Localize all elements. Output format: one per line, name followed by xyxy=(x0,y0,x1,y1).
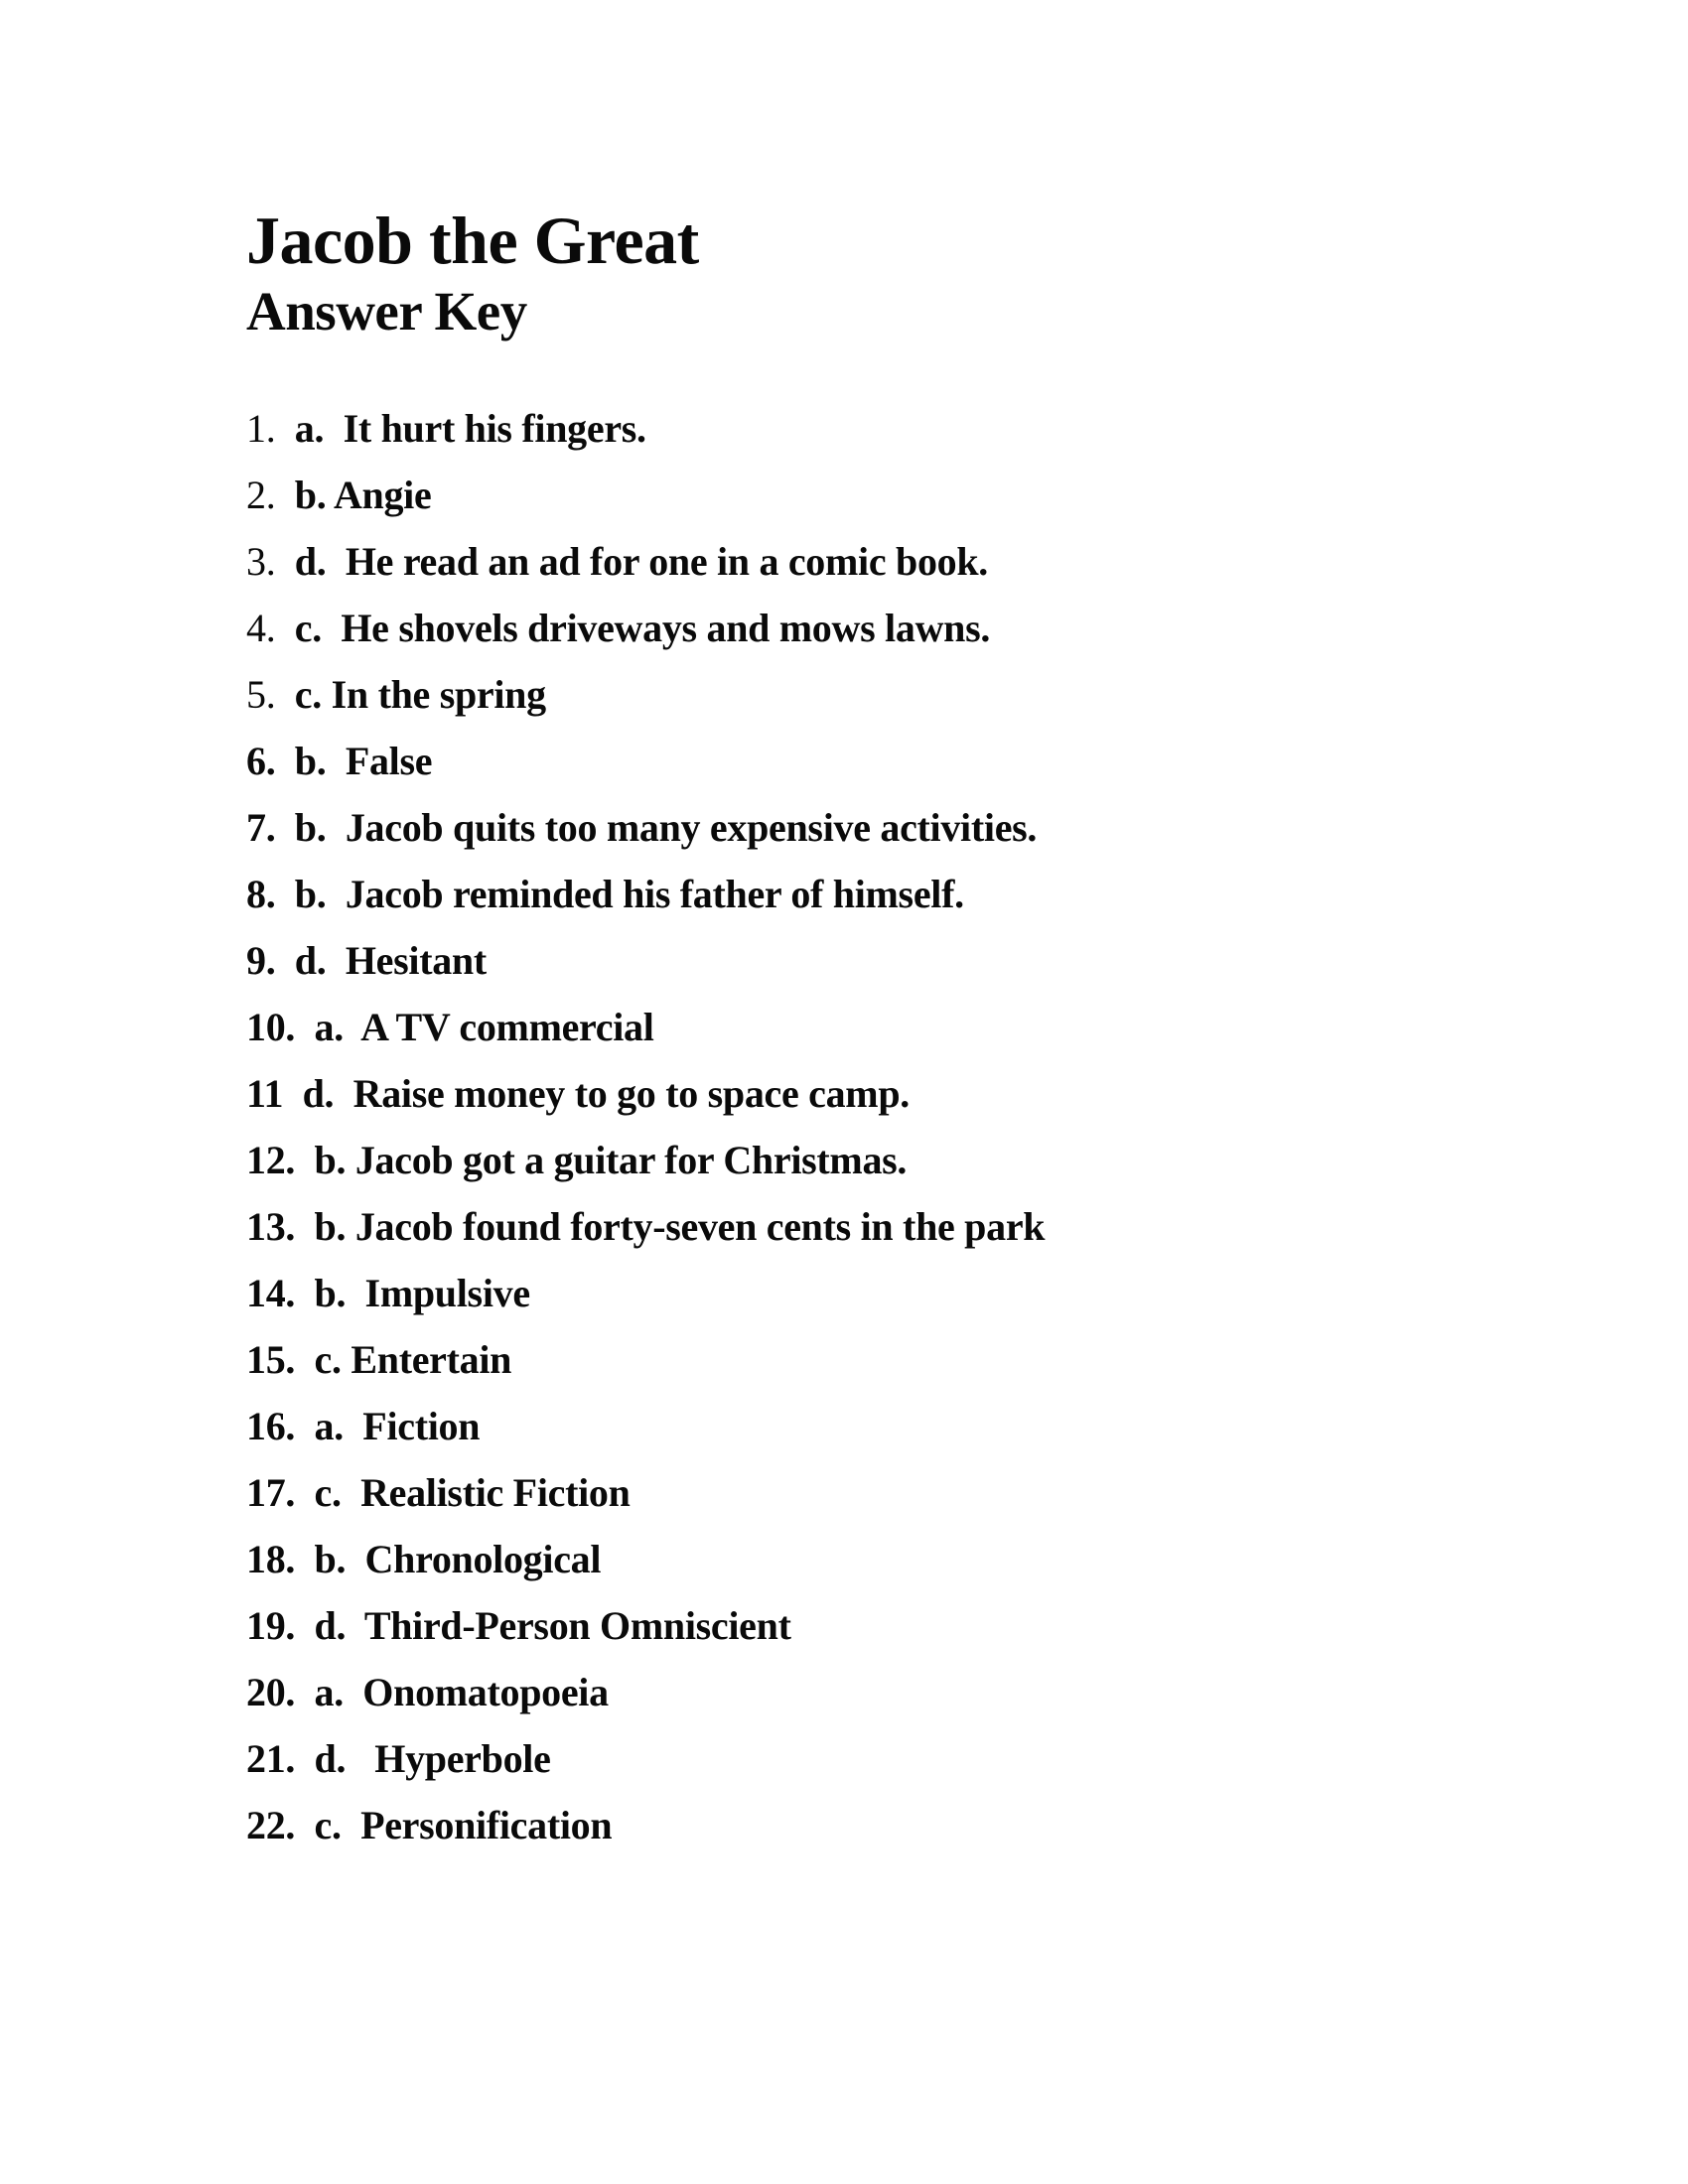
answer-number: 18. xyxy=(246,1537,296,1581)
answer-number: 12. xyxy=(246,1138,296,1182)
answer-number: 22. xyxy=(246,1803,296,1847)
answer-item xyxy=(246,1073,1537,1115)
answer-item xyxy=(246,1738,1537,1780)
answer-item xyxy=(246,408,1537,450)
answer-item xyxy=(246,741,1537,782)
answer-number: 2. xyxy=(246,473,276,517)
answer-text: b. Angie xyxy=(275,473,432,517)
answer-item xyxy=(246,1672,1537,1713)
answer-item xyxy=(246,541,1537,583)
answer-text: a. A TV commercial xyxy=(295,1005,654,1049)
answer-number: 15. xyxy=(246,1337,296,1382)
answer-item xyxy=(246,940,1537,982)
answer-number: 10. xyxy=(246,1005,296,1049)
answer-number: 16. xyxy=(246,1404,296,1448)
answer-item xyxy=(246,874,1537,915)
answer-text: a. Onomatopoeia xyxy=(295,1670,609,1714)
answer-number: 17. xyxy=(246,1470,296,1515)
answer-item xyxy=(246,1406,1537,1447)
answer-text: c. He shovels driveways and mows lawns. xyxy=(275,606,991,650)
answer-item xyxy=(246,807,1537,849)
answer-item xyxy=(246,1007,1537,1048)
answer-text: d. Raise money to go to space camp. xyxy=(283,1071,910,1116)
answer-text: a. It hurt his fingers. xyxy=(275,406,646,451)
answer-number: 19. xyxy=(246,1603,296,1648)
document-body xyxy=(246,205,1537,1871)
answer-number: 21. xyxy=(246,1736,296,1781)
answer-number: 9. xyxy=(246,938,276,983)
answer-item xyxy=(246,1140,1537,1181)
answer-text: c. Personification xyxy=(295,1803,613,1847)
answer-item xyxy=(246,1273,1537,1314)
answer-text: b. Jacob found forty-seven cents in the park xyxy=(295,1204,1046,1249)
answer-number: 6. xyxy=(246,739,276,783)
answer-item xyxy=(246,1805,1537,1846)
answer-text: d. Hesitant xyxy=(275,938,487,983)
answer-number: 5. xyxy=(246,672,276,717)
answer-number: 7. xyxy=(246,805,276,850)
answer-item xyxy=(246,674,1537,716)
answer-number: 11 xyxy=(246,1071,284,1116)
answer-item xyxy=(246,1472,1537,1514)
answer-text: c. Realistic Fiction xyxy=(295,1470,631,1515)
answer-text: d. Third-Person Omniscient xyxy=(295,1603,791,1648)
answer-text: b. False xyxy=(275,739,433,783)
answer-number: 8. xyxy=(246,872,276,916)
document-title: Jacob the Great xyxy=(246,203,699,278)
document-subtitle: Answer Key xyxy=(246,281,527,341)
answer-item xyxy=(246,475,1537,516)
answer-text: c. Entertain xyxy=(295,1337,512,1382)
answer-item xyxy=(246,1605,1537,1647)
answer-number: 1. xyxy=(246,406,276,451)
answer-text: c. In the spring xyxy=(275,672,546,717)
answer-text: b. Impulsive xyxy=(295,1271,530,1315)
answer-text: b. Jacob quits too many expensive activities. xyxy=(275,805,1038,850)
answer-text: d. Hyperbole xyxy=(295,1736,551,1781)
answer-item xyxy=(246,1539,1537,1580)
answer-list xyxy=(246,408,1537,1846)
answer-text: b. Chronological xyxy=(295,1537,602,1581)
answer-text: d. He read an ad for one in a comic book. xyxy=(275,539,988,584)
answer-item xyxy=(246,1206,1537,1248)
answer-number: 14. xyxy=(246,1271,296,1315)
answer-text: b. Jacob reminded his father of himself. xyxy=(275,872,964,916)
answer-number: 4. xyxy=(246,606,276,650)
answer-item xyxy=(246,1339,1537,1381)
answer-item xyxy=(246,608,1537,649)
answer-text: b. Jacob got a guitar for Christmas. xyxy=(295,1138,908,1182)
answer-number: 13. xyxy=(246,1204,296,1249)
answer-number: 3. xyxy=(246,539,276,584)
answer-text: a. Fiction xyxy=(295,1404,481,1448)
answer-number: 20. xyxy=(246,1670,296,1714)
